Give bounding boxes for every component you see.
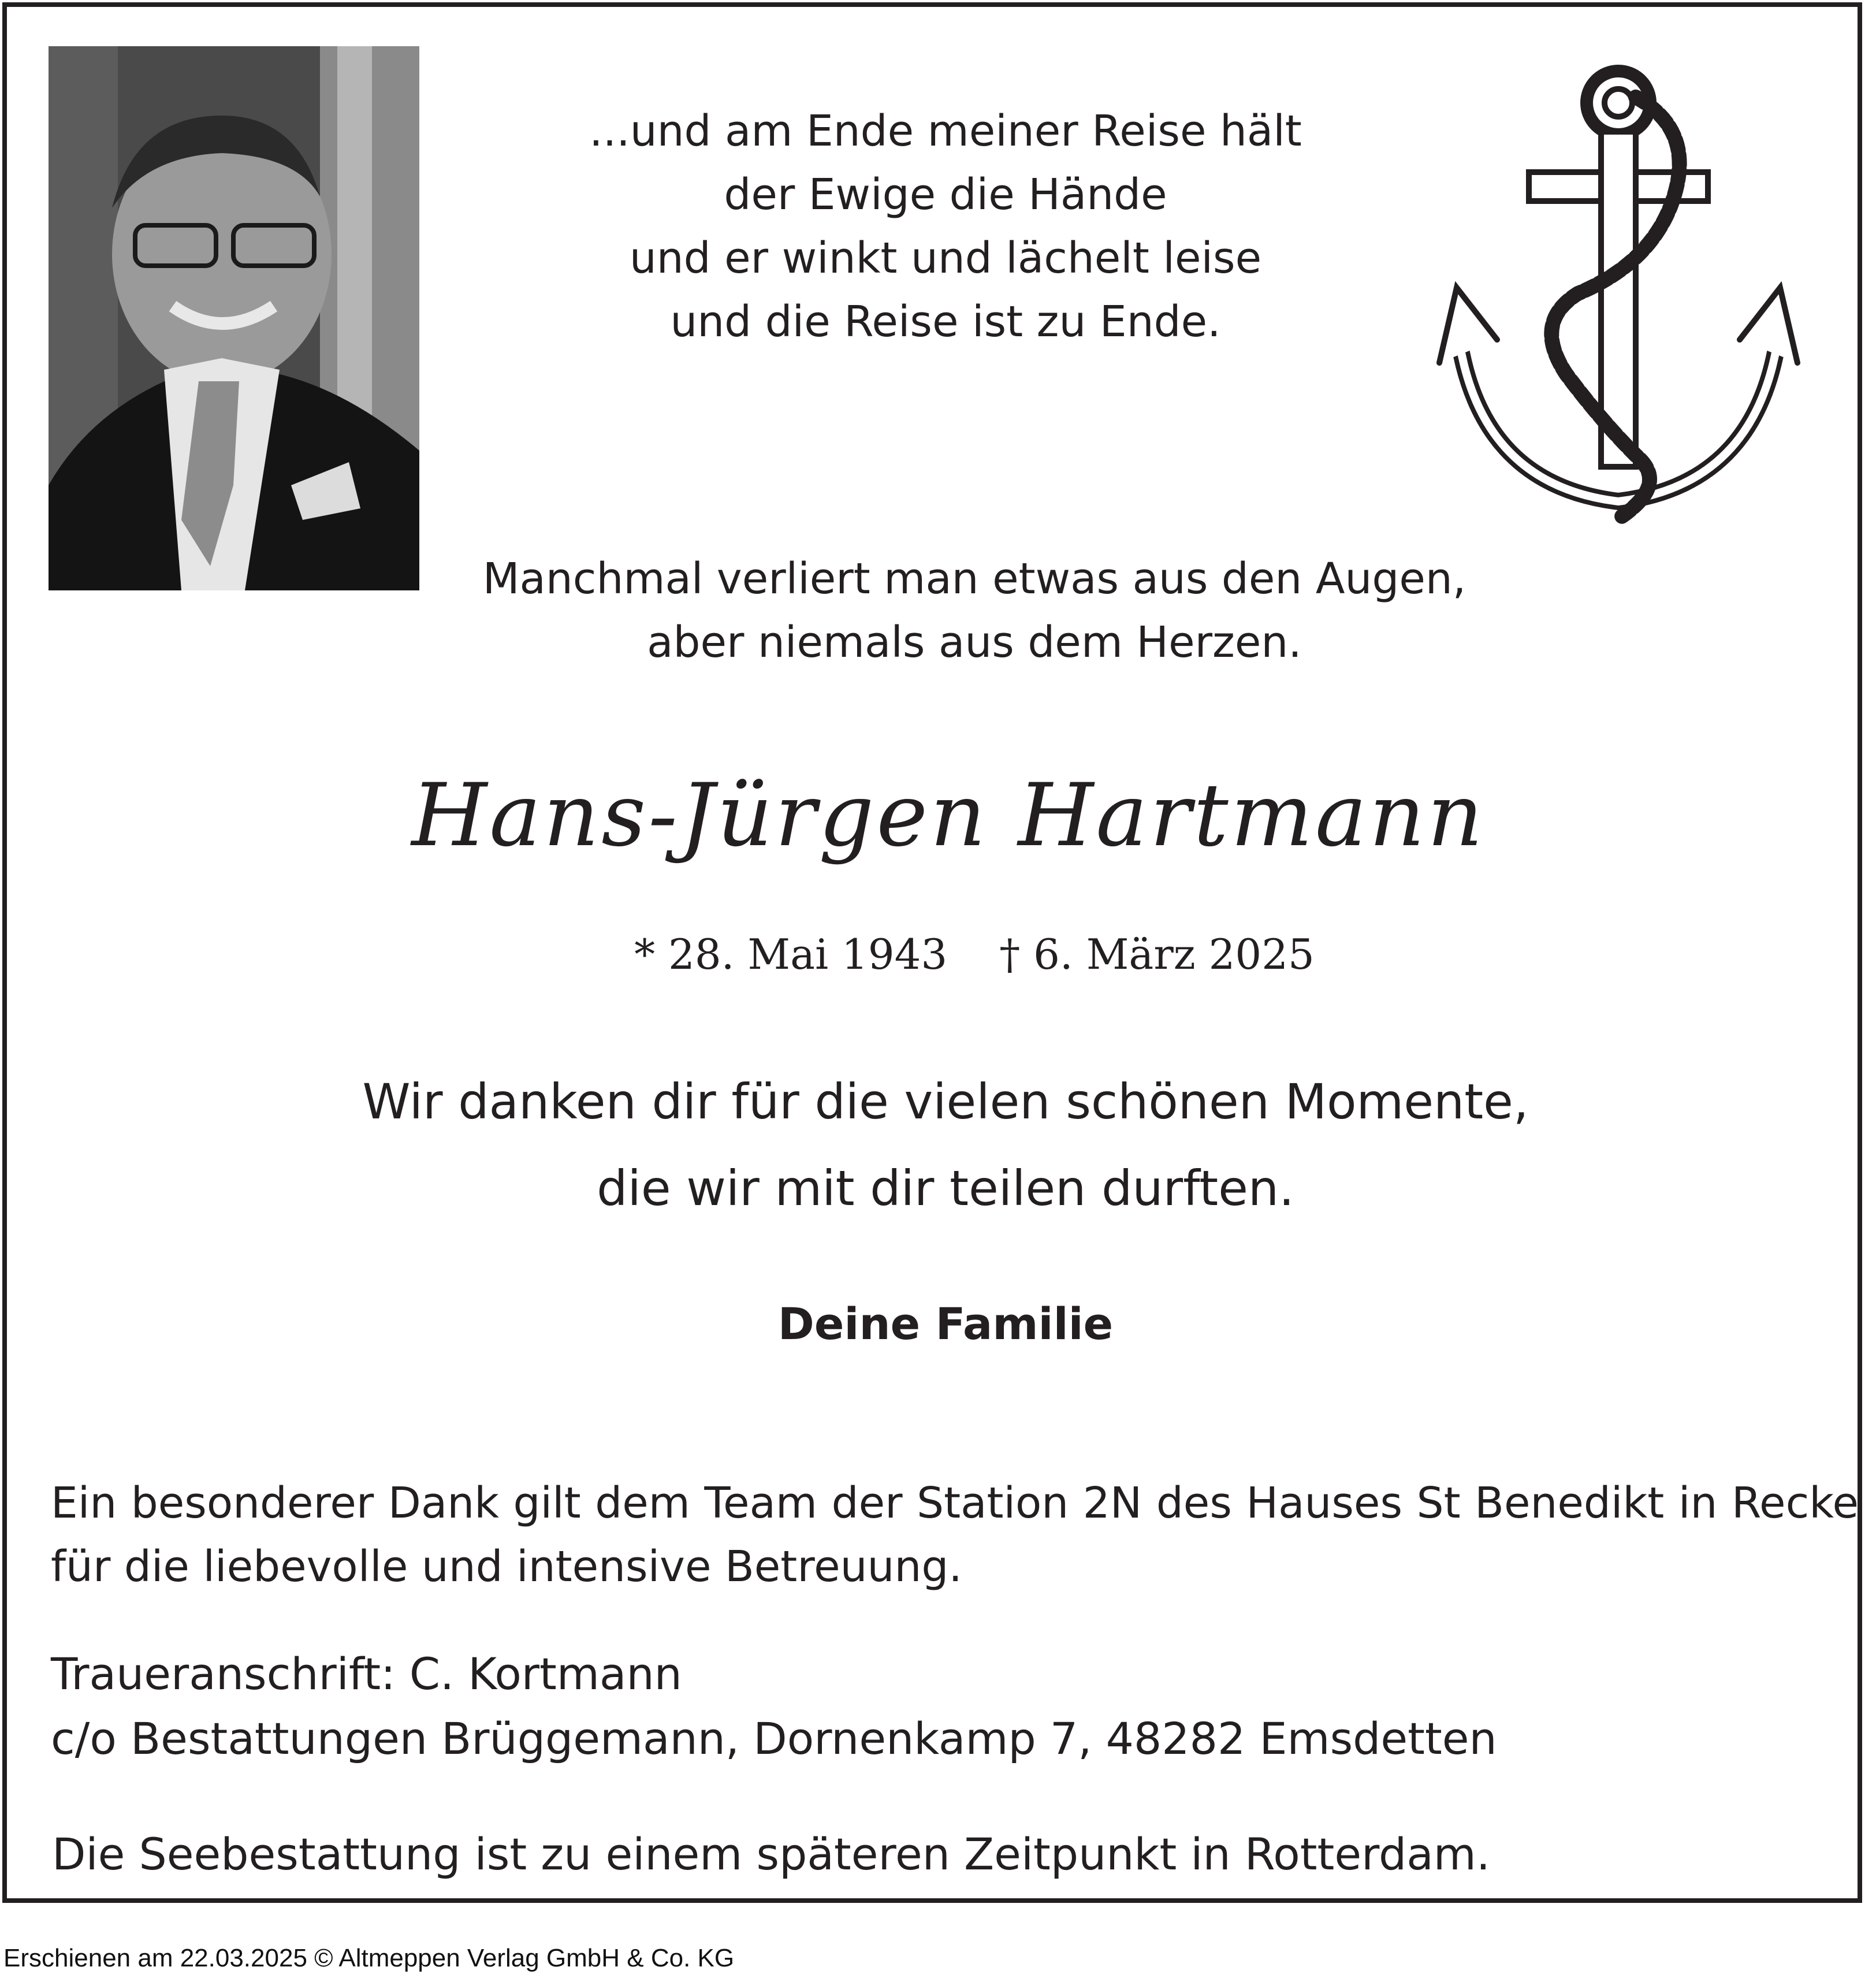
- publication-footer: Erschienen am 22.03.2025 © Altmeppen Verlag GmbH & Co. KG: [3, 1944, 735, 1972]
- thanks-line: die wir mit dir teilen durften.: [597, 1160, 1294, 1217]
- birth-date: * 28. Mai 1943: [634, 930, 948, 979]
- verse-line: ...und am Ende meiner Reise hält: [589, 106, 1302, 156]
- thanks-message: [238, 1058, 1653, 1232]
- obituary-frame: [2, 2, 1862, 1903]
- mourning-address: [51, 1642, 1841, 1771]
- burial-note: Die Seebestattung ist zu einem späteren Zeitpunkt in Rotterdam.: [52, 1828, 1491, 1880]
- deceased-name: Hans-Jürgen Hartmann: [411, 765, 1486, 866]
- death-date: † 6. März 2025: [999, 930, 1315, 979]
- saying-line: Manchmal verliert man etwas aus den Augen,: [482, 554, 1466, 604]
- saying-line: aber niemals aus dem Herzen.: [647, 618, 1302, 667]
- address-line: c/o Bestattungen Brüggemann, Dornenkamp 7, 48282 Emsdetten: [51, 1713, 1497, 1764]
- thanks-line: Wir danken dir für die vielen schönen Momente,: [362, 1073, 1529, 1130]
- special-thanks: Ein besonderer Dank gilt dem Team der Station 2N des Hauses St Benedikt in Recke für die liebevolle und intensive Betreuung.: [51, 1478, 1859, 1592]
- family-signature: Deine Familie: [777, 1298, 1114, 1349]
- address-line: Traueranschrift: C. Kortmann: [51, 1648, 682, 1700]
- verse: [492, 99, 1399, 354]
- life-dates: [411, 925, 1538, 983]
- verse-line: der Ewige die Hände: [724, 170, 1167, 220]
- verse-line: und er winkt und lächelt leise: [629, 233, 1262, 283]
- verse-line: und die Reise ist zu Ende.: [670, 297, 1221, 347]
- saying: [411, 547, 1538, 674]
- anchor-illustration: [1428, 62, 1809, 536]
- portrait-photo: [49, 46, 419, 590]
